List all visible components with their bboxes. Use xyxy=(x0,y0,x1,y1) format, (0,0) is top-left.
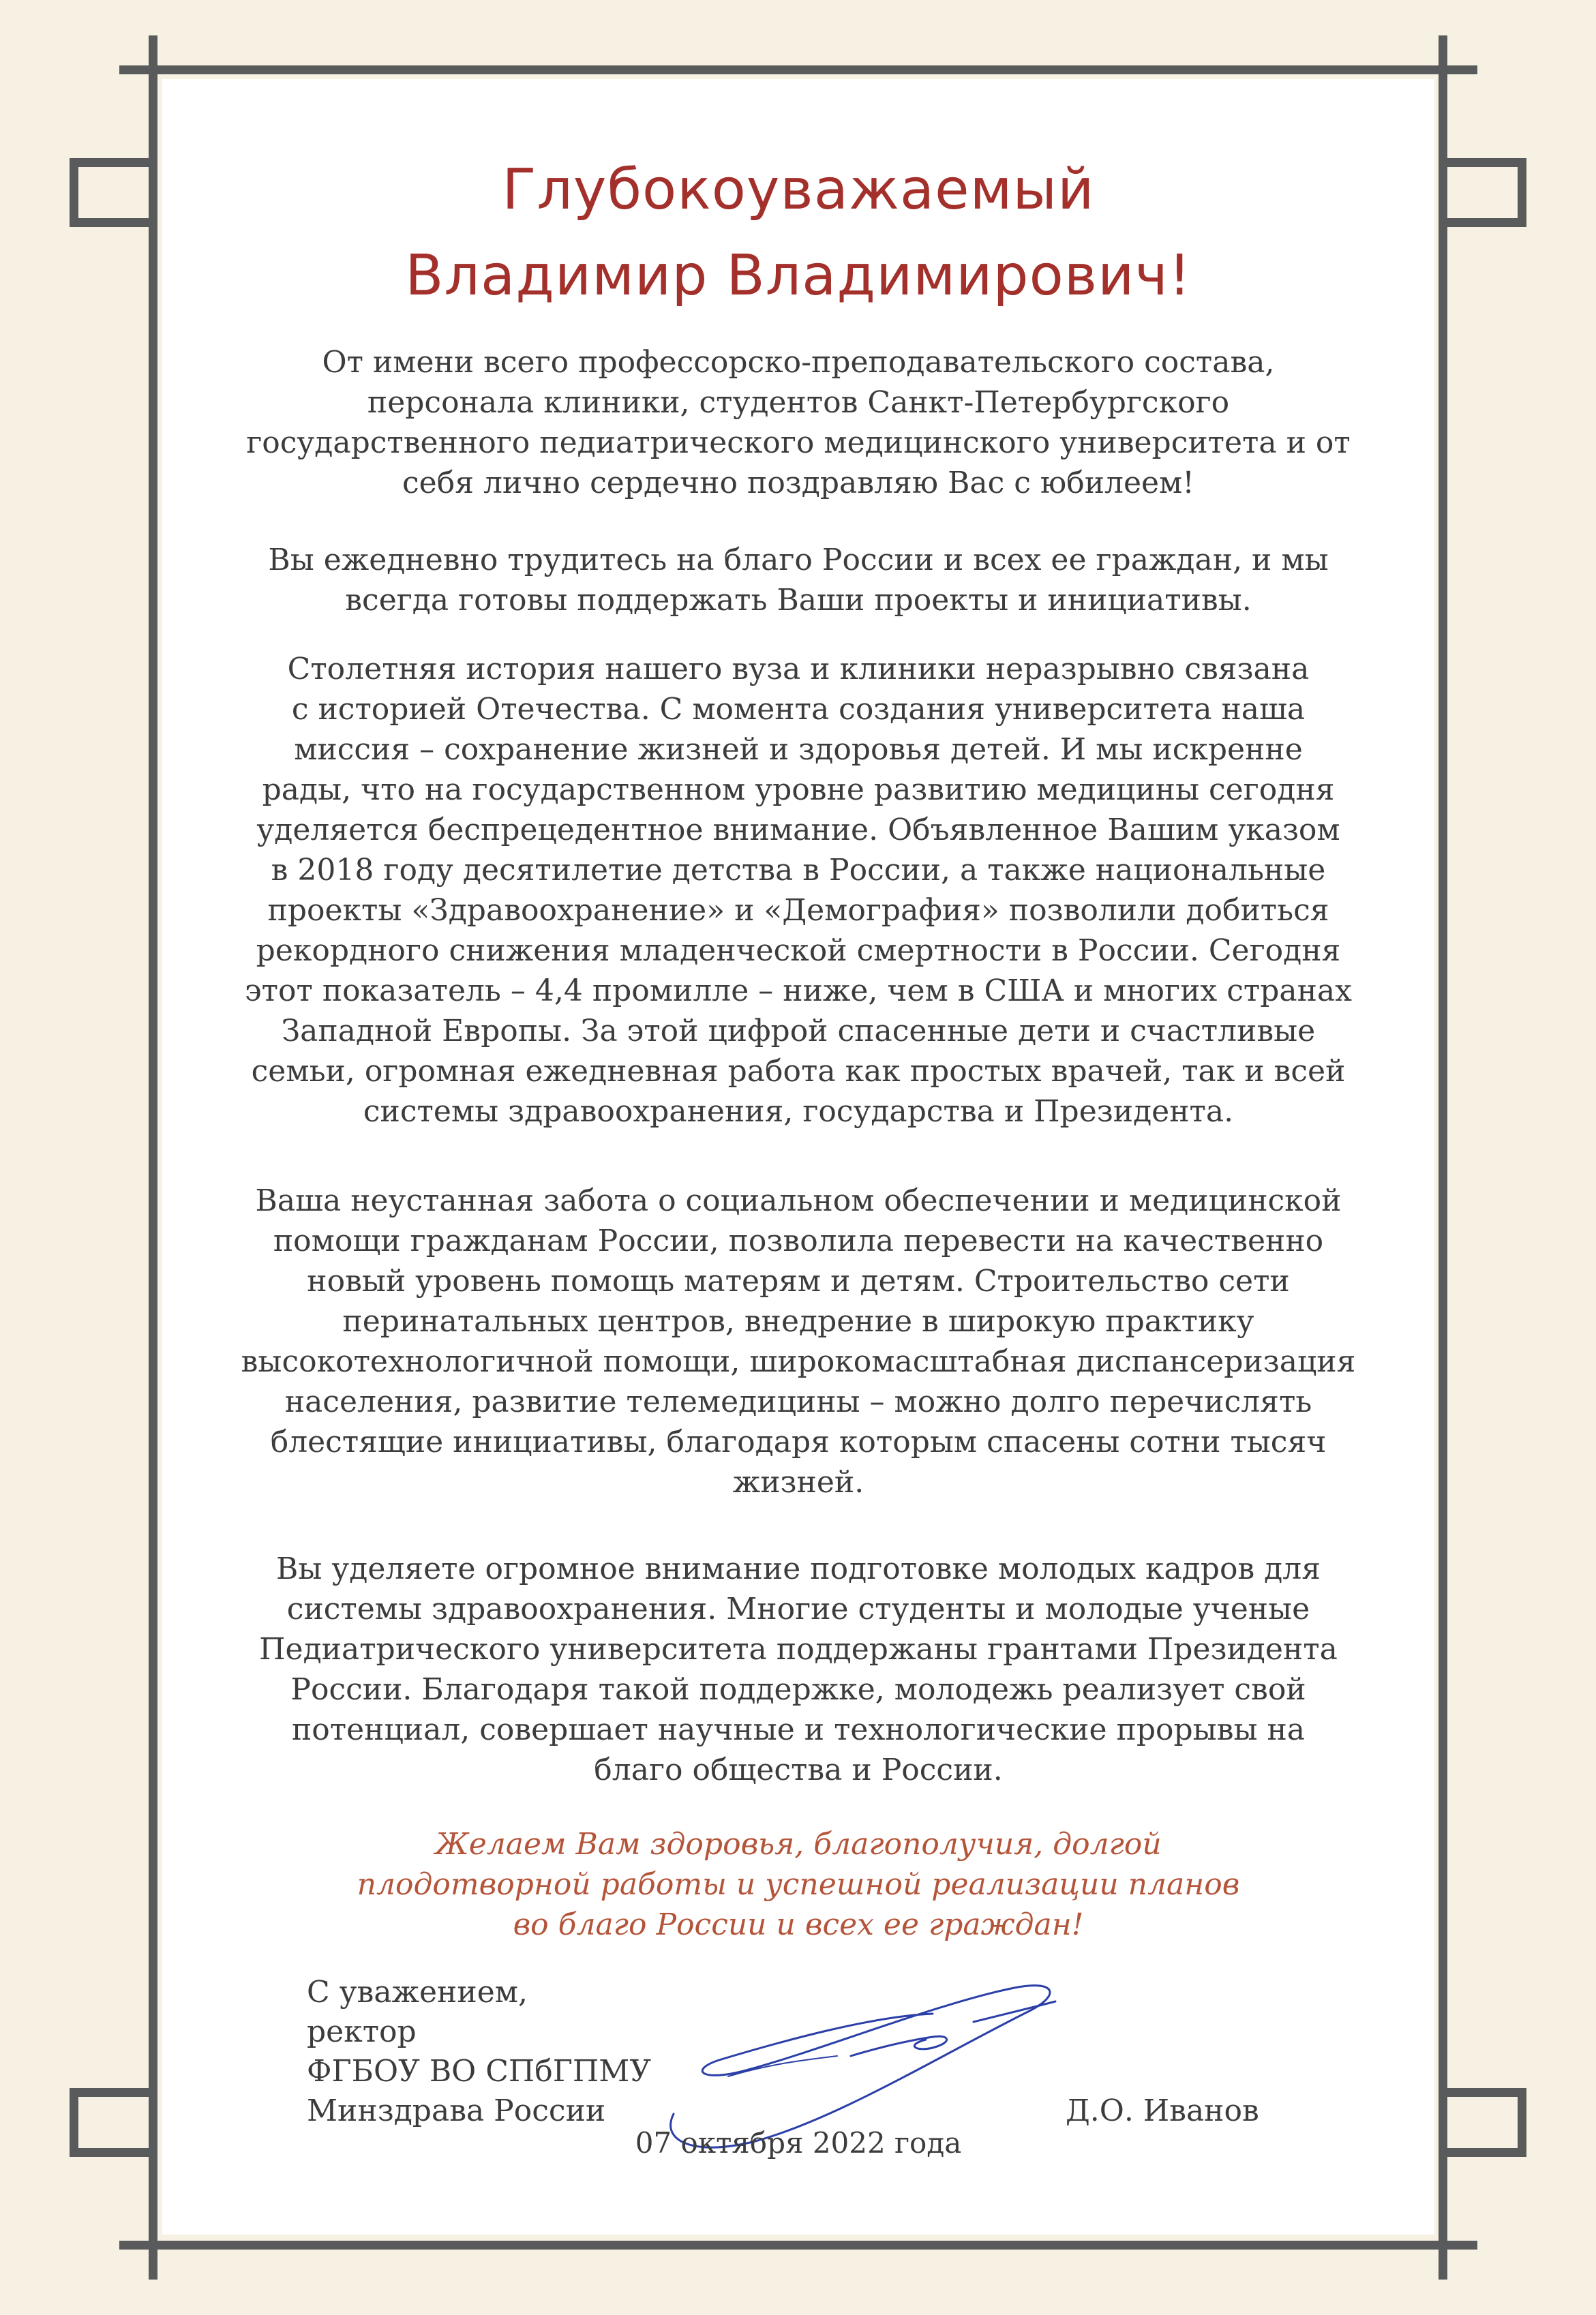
frame-corner-tl-h xyxy=(70,158,157,167)
closing-ministry: Минздрава России xyxy=(307,2093,606,2128)
frame-outer-bottom xyxy=(119,2241,1477,2250)
paragraph-support xyxy=(162,540,1434,620)
text-line: потенциал, совершает научные и технологические прорывы на xyxy=(291,1712,1306,1747)
paragraph-healthcare xyxy=(162,1181,1434,1502)
frame-corner-tr-v xyxy=(1518,158,1526,226)
text-line: рекордного снижения младенческой смертности в России. Сегодня xyxy=(256,933,1341,968)
text-line: системы здравоохранения, государства и Президента. xyxy=(363,1094,1234,1129)
paragraph-history xyxy=(162,649,1434,1132)
letter-date: 07 октября 2022 года xyxy=(635,2126,962,2160)
text-line: перинатальных центров, внедрение в широкую практику xyxy=(342,1304,1254,1339)
text-line: помощи гражданам России, позволила перевести на качественно xyxy=(273,1224,1324,1258)
wish-paragraph xyxy=(162,1824,1434,1945)
paragraph-youth xyxy=(162,1549,1434,1790)
text-line: Ваша неустанная забота о социальном обеспечении и медицинской xyxy=(255,1183,1342,1218)
closing-organization: ФГБОУ ВО СПбГПМУ xyxy=(307,2054,652,2089)
text-line: высокотехнологичной помощи, широкомасштабная диспансеризация xyxy=(241,1344,1356,1379)
frame-corner-tr-h2 xyxy=(1439,218,1526,227)
text-line: себя лично сердечно поздравляю Вас с юбилеем! xyxy=(402,466,1194,500)
frame-corner-bl-v xyxy=(70,2088,78,2156)
signer-name: Д.О. Иванов xyxy=(1066,2093,1259,2128)
text-line: Западной Европы. За этой цифрой спасенные дети и счастливые xyxy=(281,1014,1316,1048)
text-line: Вы уделяете огромное внимание подготовке молодых кадров для xyxy=(276,1552,1321,1586)
text-line: этот показатель – 4,4 промилле – ниже, чем в США и многих странах xyxy=(245,973,1352,1008)
text-line: семьи, огромная ежедневная работа как простых врачей, так и всей xyxy=(251,1054,1346,1089)
paragraph-congratulation xyxy=(162,342,1434,503)
text-line: новый уровень помощь матерям и детям. Строительство сети xyxy=(307,1264,1290,1299)
text-line: От имени всего профессорско-преподавательского состава, xyxy=(322,345,1275,380)
text-line: с историей Отечества. С момента создания университета наша xyxy=(291,692,1306,727)
text-line: государственного педиатрического медицинского университета и от xyxy=(246,425,1351,460)
text-line: блестящие инициативы, благодаря которым спасены сотни тысяч xyxy=(270,1425,1327,1459)
greeting-name: Владимир Владимирович! xyxy=(405,243,1192,308)
frame-corner-br-v xyxy=(1518,2088,1526,2156)
text-line: проекты «Здравоохранение» и «Демография» позволили добиться xyxy=(267,893,1329,928)
greeting-line: Глубокоуважаемый xyxy=(502,157,1095,222)
text-line: всегда готовы поддержать Ваши проекты и инициативы. xyxy=(345,583,1252,618)
text-line: в 2018 году десятилетие детства в России, а также национальные xyxy=(271,853,1326,888)
wish-line: во благо России и всех ее граждан! xyxy=(513,1907,1084,1942)
text-line: России. Благодаря такой поддержке, молодежь реализует свой xyxy=(290,1672,1306,1707)
text-line: благо общества и России. xyxy=(594,1753,1003,1787)
wish-line: плодотворной работы и успешной реализации планов xyxy=(357,1867,1240,1902)
text-line: Педиатрического университета поддержаны грантами Президента xyxy=(259,1632,1338,1667)
text-line: Столетняя история нашего вуза и клиники неразрывно связана xyxy=(287,652,1310,686)
frame-corner-br-h xyxy=(1439,2088,1526,2097)
frame-corner-tl-h2 xyxy=(70,218,157,227)
text-line: системы здравоохранения. Многие студенты и молодые ученые xyxy=(286,1592,1310,1626)
frame-corner-tr-h xyxy=(1439,158,1526,167)
text-line: персонала клиники, студентов Санкт-Петербургского xyxy=(367,385,1230,420)
frame-outer-top xyxy=(119,65,1477,74)
closing-position: ректор xyxy=(307,2014,417,2049)
closing-block xyxy=(307,1973,651,2131)
frame-corner-bl-h xyxy=(70,2088,157,2097)
frame-outer-left xyxy=(149,35,157,2280)
wish-line: Желаем Вам здоровья, благополучия, долгой xyxy=(435,1827,1162,1862)
text-line: миссия – сохранение жизней и здоровья детей. И мы искренне xyxy=(294,732,1303,767)
text-line: уделяется беспрецедентное внимание. Объявленное Вашим указом xyxy=(256,813,1340,847)
text-line: Вы ежедневно трудитесь на благо России и всех ее граждан, и мы xyxy=(268,543,1329,577)
text-line: жизней. xyxy=(732,1465,864,1500)
closing-regards: С уважением, xyxy=(307,1975,528,2010)
text-line: населения, развитие телемедицины – можно долго перечислять xyxy=(284,1385,1312,1419)
letter-content xyxy=(162,79,1434,2235)
text-line: рады, что на государственном уровне развитию медицины сегодня xyxy=(262,772,1335,807)
frame-corner-br-h2 xyxy=(1439,2148,1526,2157)
frame-corner-tl-v xyxy=(70,158,78,226)
frame-corner-bl-h2 xyxy=(70,2148,157,2157)
frame-outer-right xyxy=(1439,35,1447,2280)
greeting-title xyxy=(162,147,1434,319)
